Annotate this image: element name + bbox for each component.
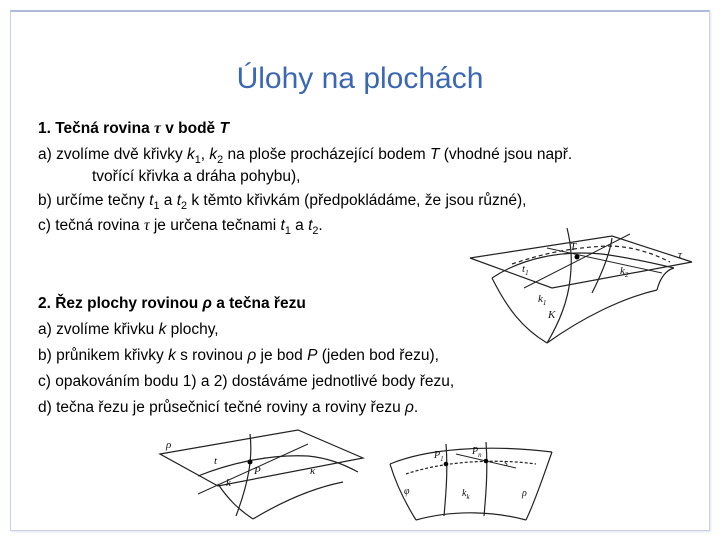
tau-symbol: τ — [143, 217, 150, 234]
Pn-sub: n — [478, 451, 482, 459]
sub: 2 — [181, 200, 188, 213]
text: k těmto křivkám (předpokládáme, že jsou různé), — [187, 192, 527, 209]
text: a) zvolíme křivku — [38, 321, 159, 338]
text: s rovinou — [175, 347, 248, 364]
var-t: t — [308, 217, 313, 234]
point-T: T — [219, 120, 229, 137]
k1-sub: 1 — [542, 299, 547, 307]
section1-item-b — [38, 192, 526, 212]
sub: 2 — [312, 225, 319, 238]
text: je bod — [256, 347, 308, 364]
var-t: t — [149, 192, 154, 209]
P1-base: P — [434, 450, 441, 461]
tau-symbol: τ — [154, 120, 161, 137]
point-T: T — [430, 146, 440, 163]
sub: 1 — [153, 200, 160, 213]
text: , — [200, 146, 210, 163]
var-k: k — [187, 146, 195, 163]
var-k: k — [158, 321, 167, 338]
k1-base: k — [538, 293, 543, 305]
label-k: k — [226, 477, 231, 489]
section2-item-d — [38, 399, 418, 417]
kk-base: k — [462, 488, 467, 499]
label-kappa: κ — [310, 465, 316, 477]
var-t: t — [176, 192, 182, 209]
text: (jeden bod řezu), — [317, 347, 439, 364]
figure-tangent-plane — [452, 218, 702, 348]
section1-item-c — [38, 217, 323, 237]
text: je určena tečnami — [149, 217, 281, 234]
sub: 1 — [284, 225, 291, 238]
kk-sub: k — [466, 493, 470, 501]
label-t: t — [214, 455, 218, 467]
text: a) zvolíme dvě křivky — [38, 146, 188, 163]
figure-section-points — [386, 424, 556, 524]
sub: 1 — [194, 154, 201, 167]
section2-item-a — [38, 321, 219, 339]
rho-symbol: ρ — [202, 295, 212, 312]
t1-base: t — [522, 263, 526, 275]
var-k: k — [168, 347, 176, 364]
var-k: k — [209, 146, 218, 163]
heading-text: a tečna řezu — [211, 295, 306, 312]
section1-item-a — [38, 146, 572, 166]
text: c) tečná rovina — [38, 217, 144, 234]
text: . — [318, 217, 323, 234]
text: d) tečna řezu je průsečnicí tečné roviny a roviny řezu — [38, 399, 406, 416]
text: a — [159, 192, 177, 209]
text: (vhodné jsou např. — [439, 146, 573, 163]
section1-heading — [38, 120, 229, 138]
heading-text: 1. Tečná rovina — [38, 120, 155, 137]
k2-base: k — [620, 265, 625, 277]
label-phi: φ — [404, 486, 410, 497]
rho-symbol: ρ — [405, 399, 414, 416]
label-T: T — [570, 241, 577, 253]
label-K: K — [548, 309, 556, 321]
k2-sub: 2 — [624, 271, 629, 279]
text: plochy, — [166, 321, 219, 338]
section1-item-a-cont: tvořící křivka a dráha pohybu), — [92, 168, 301, 185]
t1-sub: 1 — [525, 269, 529, 277]
slide-title: Úlohy na plochách — [236, 62, 484, 95]
text: a — [290, 217, 309, 234]
figure-plane-section — [158, 424, 368, 524]
plane-section-drawing — [158, 424, 368, 524]
label-s: s — [504, 458, 508, 469]
section2-item-b — [38, 347, 439, 365]
section-points-drawing — [386, 424, 556, 524]
text: b) průnikem křivky — [38, 347, 169, 364]
tangent-plane-drawing — [452, 218, 702, 348]
Pn-base: P — [472, 446, 479, 457]
P1-sub: 1 — [440, 455, 444, 463]
heading-text: 2. Řez plochy rovinou — [38, 295, 203, 312]
point-P: P — [307, 347, 318, 364]
section2-item-c: c) opakováním bodu 1) a 2) dostáváme jednotlivé body řezu, — [38, 373, 455, 390]
section2-heading — [38, 295, 306, 313]
text: na ploše procházející bodem — [223, 146, 430, 163]
rho-symbol: ρ — [247, 347, 257, 364]
text: . — [413, 399, 419, 416]
sub: 2 — [217, 154, 224, 167]
label-rho: ρ — [166, 439, 172, 451]
text: b) určíme tečny — [38, 192, 150, 209]
label-rho: ρ — [522, 488, 527, 499]
var-t: t — [280, 217, 285, 234]
label-tau: τ — [678, 249, 682, 261]
heading-text: v bodě — [160, 120, 220, 137]
label-P: P — [254, 465, 261, 477]
